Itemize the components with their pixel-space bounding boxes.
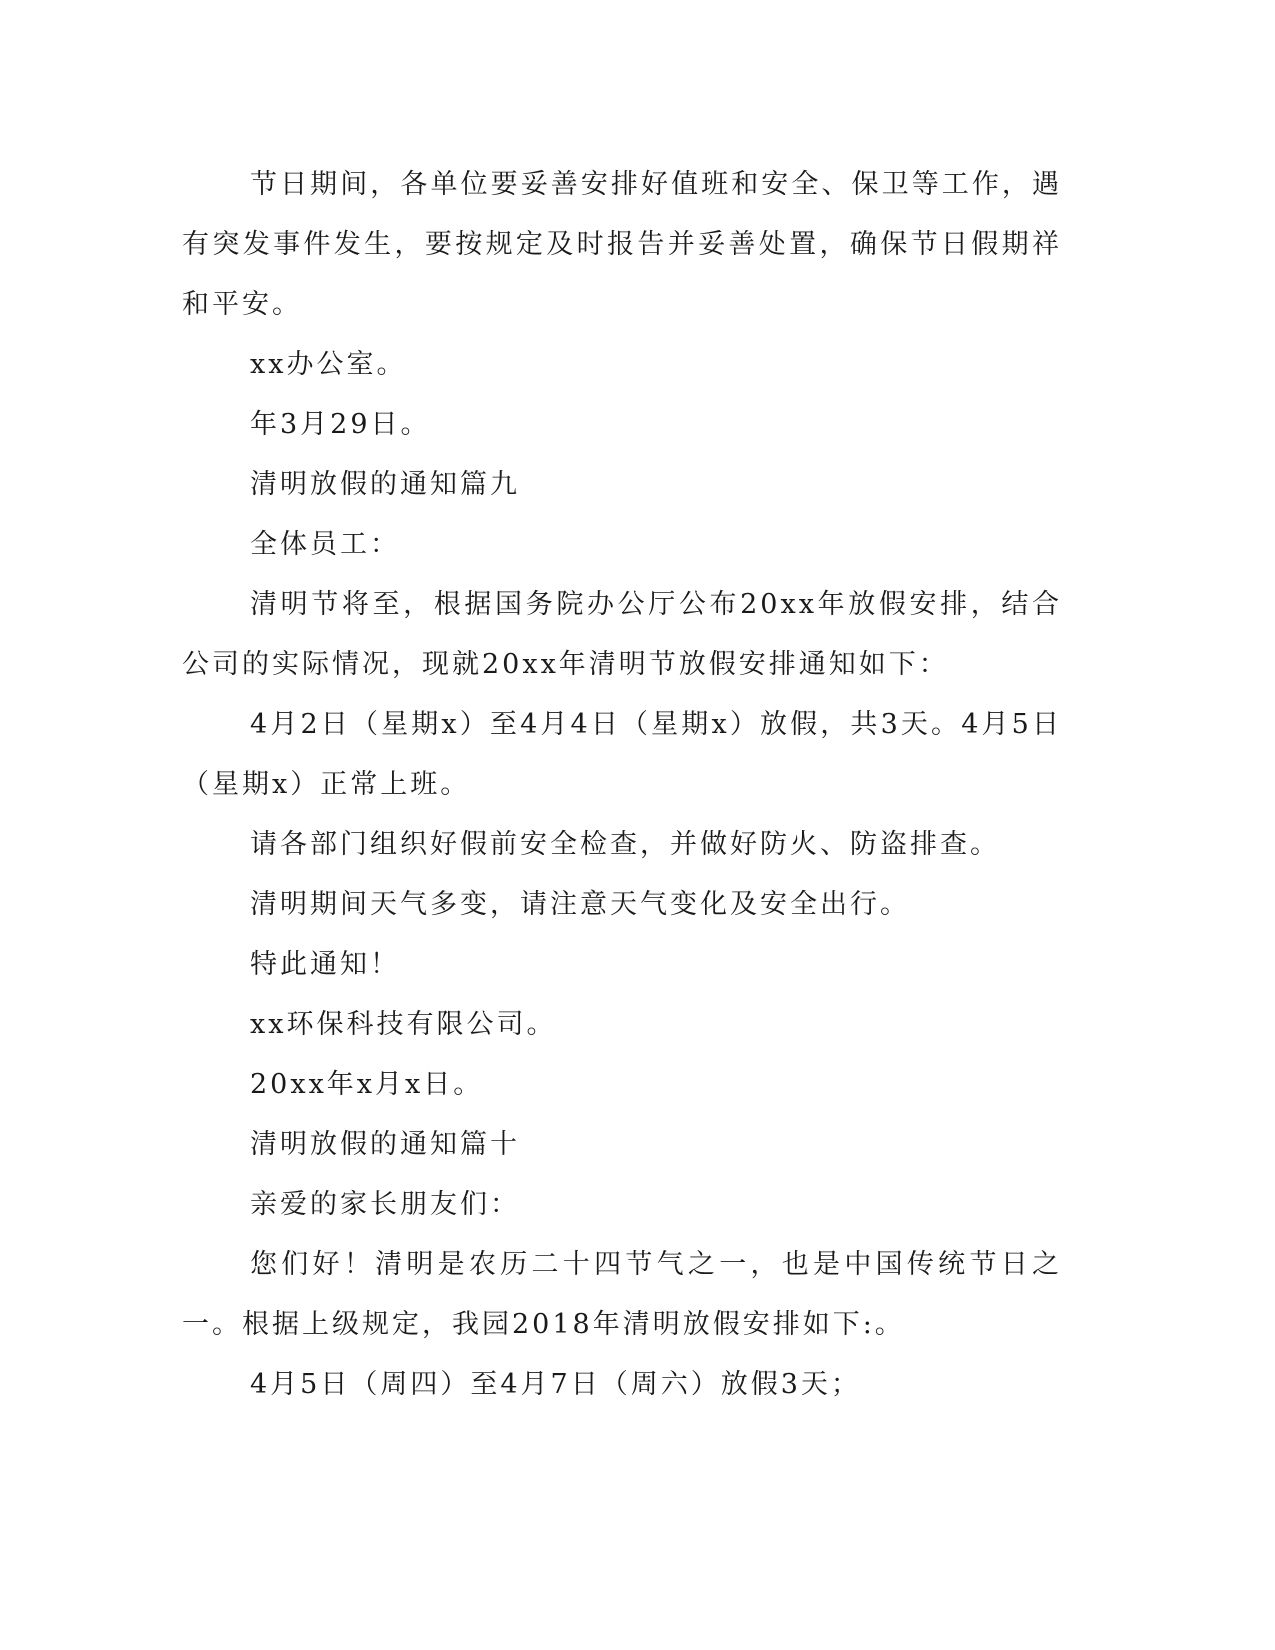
paragraph-kindergarten-dates: 4月5日（周四）至4月7日（周六）放假3天；: [250, 1369, 861, 1400]
section-heading-nine: 清明放假的通知篇九: [250, 469, 520, 500]
paragraph-holiday-duty: 节日期间，各单位要妥善安排好值班和安全、保卫等工作，遇有突发事件发生，要按规定及时报告并妥善处置，确保节日假期祥和平安。: [182, 169, 1062, 320]
paragraph-greeting-qingming: 您们好！清明是农历二十四节气之一，也是中国传统节日之一。根据上级规定，我园2018年清明放假安排如下:。: [182, 1249, 1062, 1340]
salutation-all-staff: 全体员工：: [250, 529, 400, 560]
paragraph-holiday-dates: 4月2日（星期x）至4月4日（星期x）放假，共3天。4月5日（星期x）正常上班。: [182, 709, 1062, 800]
paragraph-weather-notice: 清明期间天气多变，请注意天气变化及安全出行。: [250, 889, 910, 920]
document-body: [182, 155, 1062, 1415]
paragraph-qingming-intro: 清明节将至，根据国务院办公厅公布20xx年放假安排，结合公司的实际情况，现就20xx年清明节放假安排通知如下：: [182, 589, 1062, 680]
paragraph-office-signature: xx办公室。: [250, 349, 407, 380]
paragraph-safety-check: 请各部门组织好假前安全检查，并做好防火、防盗排查。: [250, 829, 1000, 860]
paragraph-date: 年3月29日。: [250, 409, 431, 440]
paragraph-company-signature: xx环保科技有限公司。: [250, 1009, 557, 1040]
paragraph-notice-closing: 特此通知！: [250, 949, 400, 980]
salutation-parents: 亲爱的家长朋友们：: [250, 1189, 520, 1220]
paragraph-company-date: 20xx年x月x日。: [250, 1069, 484, 1100]
section-heading-ten: 清明放假的通知篇十: [250, 1129, 520, 1160]
